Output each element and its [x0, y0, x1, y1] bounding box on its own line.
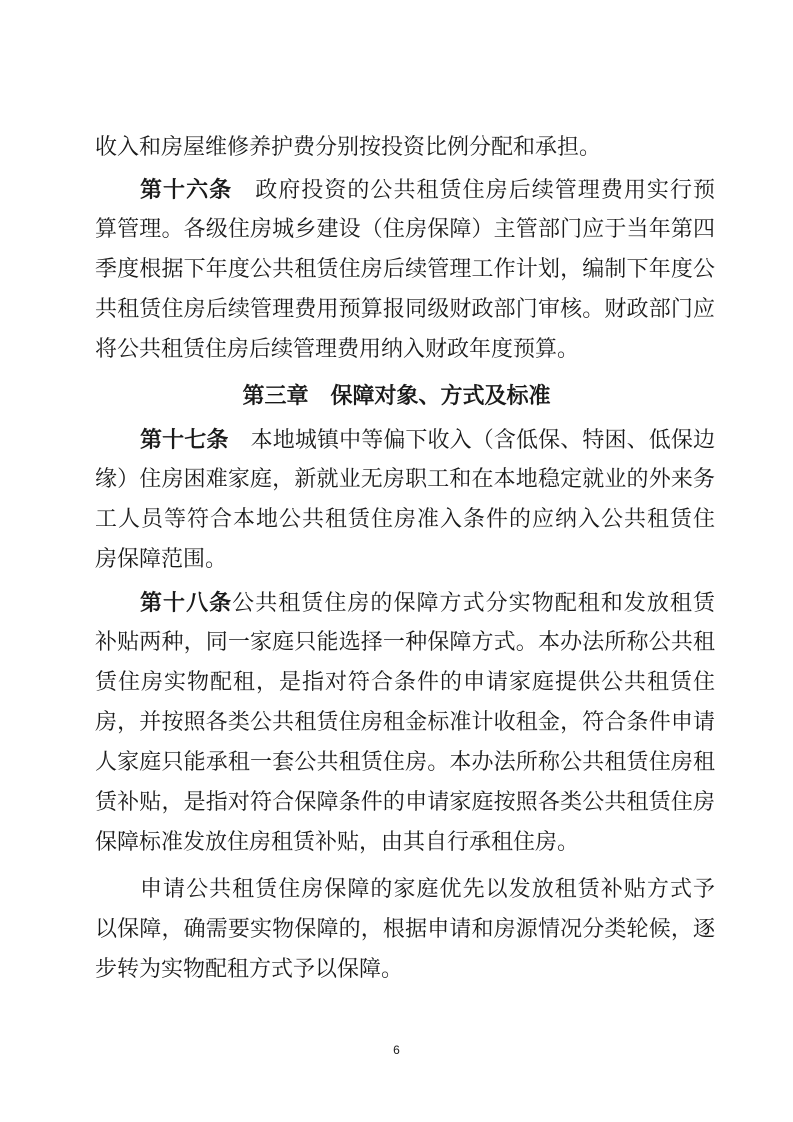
article-label: 第十七条 — [140, 427, 229, 453]
text-line: 保障标准发放住房租赁补贴，由其自行承租住房。 — [95, 830, 580, 855]
text-line: 算管理。各级住房城乡建设（住房保障）主管部门应于当年第四 — [95, 217, 715, 242]
text-line: 房，并按照各类公共租赁住房租金标准计收租金，符合条件申请 — [95, 710, 715, 735]
text-line: 补贴两种，同一家庭只能选择一种保障方式。本办法所称公共租 — [95, 630, 715, 655]
text-line: 赁住房实物配租，是指对符合条件的申请家庭提供公共租赁住 — [95, 670, 715, 695]
article-label: 第十六条 — [140, 177, 233, 203]
text-line: 房保障范围。 — [95, 547, 228, 572]
text-line: 将公共租赁住房后续管理费用纳入财政年度预算。 — [95, 337, 580, 362]
page-number: 6 — [393, 1043, 400, 1057]
text-span: 公共租赁住房的保障方式分实物配租和发放租赁 — [232, 591, 715, 616]
text-line — [140, 420, 715, 460]
text-line: 人家庭只能承租一套公共租赁住房。本办法所称公共租赁住房租 — [95, 750, 715, 775]
text-line: 工人员等符合本地公共租赁住房准入条件的应纳入公共租赁住 — [95, 507, 715, 532]
article-label: 第十八条 — [140, 590, 233, 616]
text-line — [140, 170, 715, 210]
text-span: 本地城镇中等偏下收入（含低保、特困、低保边 — [228, 428, 715, 453]
text-line: 申请公共租赁住房保障的家庭优先以发放租赁补贴方式予 — [140, 877, 715, 902]
text-line: 季度根据下年度公共租赁住房后续管理工作计划，编制下年度公 — [95, 257, 715, 282]
text-span: 政府投资的公共租赁住房后续管理费用实行预 — [232, 178, 715, 203]
chapter-heading: 第三章 保障对象、方式及标准 — [242, 384, 551, 409]
text-line: 步转为实物配租方式予以保障。 — [95, 957, 404, 982]
text-line: 缘）住房困难家庭，新就业无房职工和在本地稳定就业的外来务 — [95, 467, 715, 492]
text-line: 以保障，确需要实物保障的，根据申请和房源情况分类轮候，逐 — [95, 917, 715, 942]
text-line: 共租赁住房后续管理费用预算报同级财政部门审核。财政部门应 — [95, 297, 715, 322]
text-line: 赁补贴，是指对符合保障条件的申请家庭按照各类公共租赁住房 — [95, 790, 715, 815]
text-line: 收入和房屋维修养护费分别按投资比例分配和承担。 — [95, 135, 602, 160]
text-line — [140, 583, 715, 623]
